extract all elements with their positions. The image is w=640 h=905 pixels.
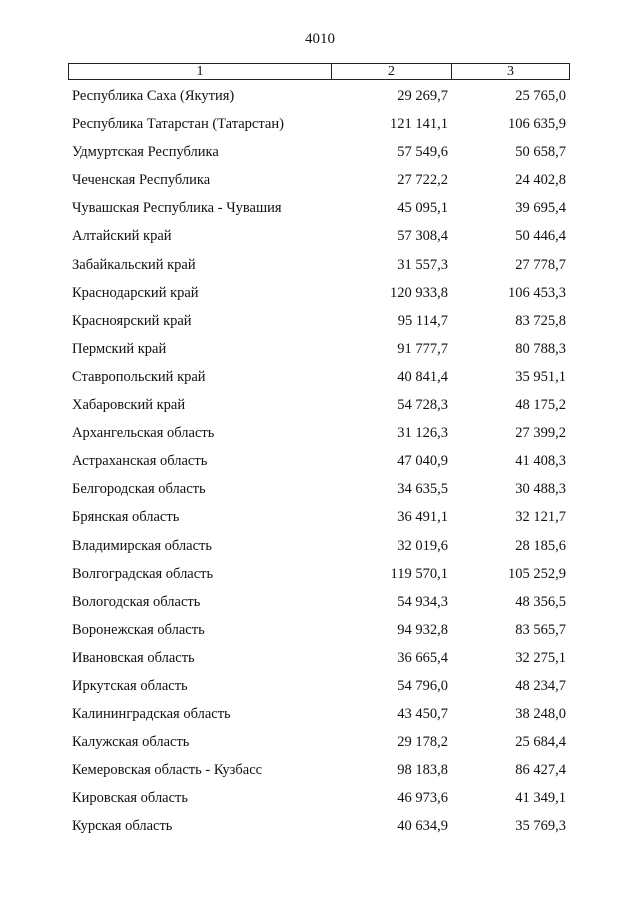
column-header-1: 1 <box>69 64 332 79</box>
value-column-3: 48 175,2 <box>515 397 566 414</box>
region-name: Краснодарский край <box>72 284 199 301</box>
table-header <box>68 63 570 80</box>
table-row <box>0 507 640 535</box>
table-row <box>0 648 640 676</box>
table-row <box>0 339 640 367</box>
value-column-2: 27 722,2 <box>397 172 448 189</box>
table-row <box>0 536 640 564</box>
region-name: Курская область <box>72 818 173 835</box>
value-column-2: 57 308,4 <box>397 228 448 245</box>
value-column-3: 32 121,7 <box>515 509 566 526</box>
value-column-3: 50 658,7 <box>515 144 566 161</box>
table-row <box>0 620 640 648</box>
table-row <box>0 732 640 760</box>
value-column-2: 54 728,3 <box>397 397 448 414</box>
region-name: Чувашская Республика - Чувашия <box>72 200 282 217</box>
region-name: Чеченская Республика <box>72 172 211 189</box>
value-column-2: 91 777,7 <box>397 340 448 357</box>
column-header-2: 2 <box>332 64 452 79</box>
value-column-2: 54 796,0 <box>397 677 448 694</box>
region-name: Воронежская область <box>72 621 205 638</box>
table-row <box>0 423 640 451</box>
value-column-3: 83 725,8 <box>515 312 566 329</box>
value-column-2: 46 973,6 <box>397 790 448 807</box>
table-row <box>0 311 640 339</box>
region-name: Хабаровский край <box>72 397 186 414</box>
value-column-3: 105 252,9 <box>508 565 566 582</box>
table-body <box>0 86 640 845</box>
value-column-2: 57 549,6 <box>397 144 448 161</box>
value-column-2: 120 933,8 <box>390 284 448 301</box>
value-column-2: 45 095,1 <box>397 200 448 217</box>
value-column-3: 27 399,2 <box>515 425 566 442</box>
value-column-3: 25 765,0 <box>515 88 566 104</box>
page-number: 4010 <box>305 31 335 47</box>
value-column-3: 35 951,1 <box>515 368 566 385</box>
region-name: Иркутская область <box>72 677 188 694</box>
table-row <box>0 395 640 423</box>
table-row <box>0 788 640 816</box>
table-row <box>0 114 640 142</box>
table-row <box>0 676 640 704</box>
table-row <box>0 86 640 114</box>
table-row <box>0 198 640 226</box>
table-row <box>0 816 640 844</box>
value-column-2: 43 450,7 <box>397 706 448 723</box>
region-name: Владимирская область <box>72 537 212 554</box>
value-column-3: 83 565,7 <box>515 621 566 638</box>
column-header-3: 3 <box>507 64 514 79</box>
value-column-3: 41 408,3 <box>515 453 566 470</box>
value-column-3: 48 356,5 <box>515 593 566 610</box>
region-name: Архангельская область <box>72 425 215 442</box>
table-row <box>0 226 640 254</box>
value-column-2: 36 491,1 <box>397 509 448 526</box>
region-name: Брянская область <box>72 509 180 526</box>
region-name: Забайкальский край <box>72 256 196 273</box>
region-name: Алтайский край <box>72 228 172 245</box>
value-column-2: 29 269,7 <box>397 88 448 104</box>
value-column-3: 106 453,3 <box>508 284 566 301</box>
value-column-2: 40 841,4 <box>397 368 448 385</box>
value-column-3: 35 769,3 <box>515 818 566 835</box>
value-column-3: 50 446,4 <box>515 228 566 245</box>
region-name: Республика Саха (Якутия) <box>72 88 235 104</box>
table-row <box>0 451 640 479</box>
region-name: Калининградская область <box>72 706 231 723</box>
region-name: Ставропольский край <box>72 368 206 385</box>
value-column-3: 24 402,8 <box>515 172 566 189</box>
value-column-2: 29 178,2 <box>397 734 448 751</box>
value-column-2: 98 183,8 <box>397 762 448 779</box>
value-column-2: 34 635,5 <box>397 481 448 498</box>
value-column-3: 80 788,3 <box>515 340 566 357</box>
table-row <box>0 142 640 170</box>
value-column-2: 94 932,8 <box>397 621 448 638</box>
value-column-3: 25 684,4 <box>515 734 566 751</box>
value-column-2: 31 126,3 <box>397 425 448 442</box>
region-name: Ивановская область <box>72 649 195 666</box>
table-row <box>0 255 640 283</box>
table-row <box>0 592 640 620</box>
value-column-3: 86 427,4 <box>515 762 566 779</box>
value-column-2: 47 040,9 <box>397 453 448 470</box>
region-name: Республика Татарстан (Татарстан) <box>72 116 284 133</box>
value-column-2: 40 634,9 <box>397 818 448 835</box>
value-column-3: 39 695,4 <box>515 200 566 217</box>
region-name: Красноярский край <box>72 312 192 329</box>
value-column-3: 106 635,9 <box>508 116 566 133</box>
table-row <box>0 283 640 311</box>
region-name: Белгородская область <box>72 481 206 498</box>
value-column-2: 32 019,6 <box>397 537 448 554</box>
value-column-2: 119 570,1 <box>390 565 448 582</box>
region-name: Калужская область <box>72 734 190 751</box>
value-column-3: 27 778,7 <box>515 256 566 273</box>
region-name: Астраханская область <box>72 453 208 470</box>
value-column-2: 36 665,4 <box>397 649 448 666</box>
value-column-2: 95 114,7 <box>397 312 448 329</box>
value-column-3: 38 248,0 <box>515 706 566 723</box>
table-row <box>0 170 640 198</box>
table-row <box>0 367 640 395</box>
table-row <box>0 704 640 732</box>
value-column-2: 31 557,3 <box>397 256 448 273</box>
value-column-3: 48 234,7 <box>515 677 566 694</box>
table-row <box>0 479 640 507</box>
region-name: Кировская область <box>72 790 189 807</box>
region-name: Вологодская область <box>72 593 201 610</box>
value-column-3: 30 488,3 <box>515 481 566 498</box>
value-column-2: 121 141,1 <box>390 116 448 133</box>
value-column-3: 28 185,6 <box>515 537 566 554</box>
region-name: Удмуртская Республика <box>72 144 219 161</box>
table-row <box>0 564 640 592</box>
table-row <box>0 760 640 788</box>
region-name: Кемеровская область - Кузбасс <box>72 762 263 779</box>
region-name: Волгоградская область <box>72 565 214 582</box>
value-column-3: 32 275,1 <box>515 649 566 666</box>
value-column-2: 54 934,3 <box>397 593 448 610</box>
value-column-3: 41 349,1 <box>515 790 566 807</box>
region-name: Пермский край <box>72 340 167 357</box>
